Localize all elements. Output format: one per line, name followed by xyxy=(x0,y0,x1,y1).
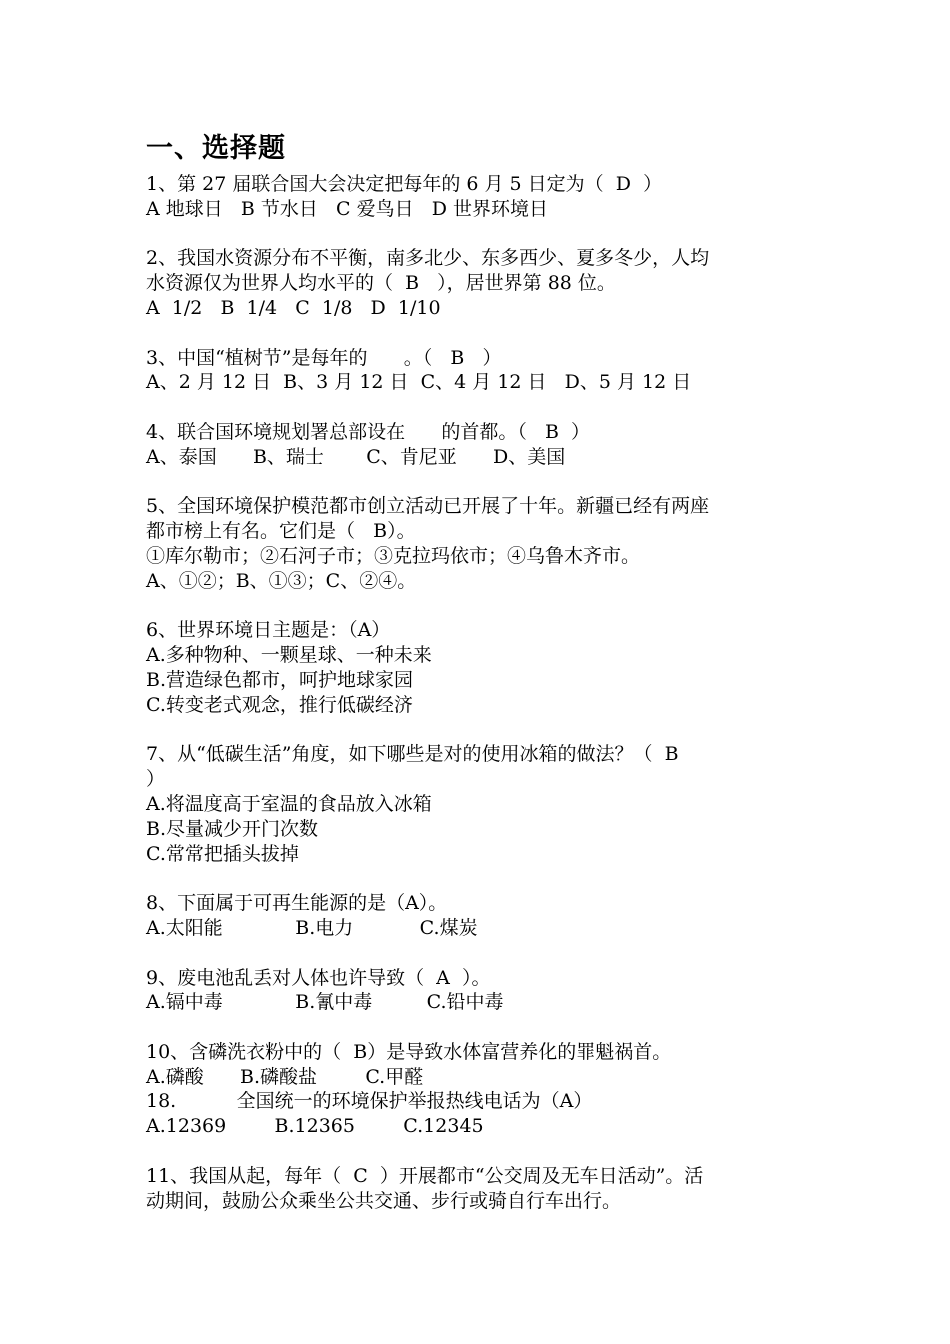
text-line: B.营造绿色都市，呵护地球家园 xyxy=(146,668,414,691)
text-line: A、2 月 12 日 B、3 月 12 日 C、4 月 12 日 D、5 月 12 日 xyxy=(146,371,692,394)
text-line: A.将温度高于室温的食品放入冰箱 xyxy=(146,792,432,815)
text-line: 3、中国“植树节”是每年的 。（ B ） xyxy=(146,346,502,369)
text-line: 8、下面属于可再生能源的是（A）。 xyxy=(146,892,448,915)
text-line: A 地球日 B 节水日 C 爱鸟日 D 世界环境日 xyxy=(146,197,548,220)
text-line: 11、我国从起，每年（ C ）开展都市“公交周及无车日活动”。活 xyxy=(146,1164,704,1187)
text-line: A.镉中毒 B.氰中毒 C.铅中毒 xyxy=(146,991,504,1014)
text-line: 动期间，鼓励公众乘坐公共交通、步行或骑自行车出行。 xyxy=(146,1189,622,1212)
blank-line xyxy=(146,321,826,346)
question-list xyxy=(146,172,826,1213)
blank-line xyxy=(146,1015,826,1040)
text-line: A.磷酸 B.磷酸盐 C.甲醛 xyxy=(146,1065,424,1088)
text-line: 6、世界环境日主题是：（A） xyxy=(146,619,391,642)
text-line: B.尽量减少开门次数 xyxy=(146,817,319,840)
text-line: A、①②；B、①③；C、②④。 xyxy=(146,569,417,592)
blank-line xyxy=(146,470,826,495)
text-line: 都市榜上有名。它们是（ B）。 xyxy=(146,520,416,543)
blank-line xyxy=(146,222,826,247)
text-line: ①库尔勒市；②石河子市；③克拉玛依市；④乌鲁木齐市。 xyxy=(146,544,641,567)
text-line: 18. 全国统一的环境保护举报热线电话为（A） xyxy=(146,1090,593,1113)
text-line: C.常常把插头拔掉 xyxy=(146,842,299,865)
blank-line xyxy=(146,594,826,619)
text-line: 水资源仅为世界人均水平的（ B ），居世界第 88 位。 xyxy=(146,272,616,295)
text-line: 2、我国水资源分布不平衡，南多北少、东多西少、夏多冬少，人均 xyxy=(146,247,710,270)
blank-line xyxy=(146,718,826,743)
document-page xyxy=(146,128,826,1213)
blank-line xyxy=(146,395,826,420)
text-line: 7、从“低碳生活”角度，如下哪些是对的使用冰箱的做法？（ B xyxy=(146,743,679,766)
text-line: A 1/2 B 1/4 C 1/8 D 1/10 xyxy=(146,296,441,319)
blank-line xyxy=(146,1139,826,1164)
text-line: 5、全国环境保护模范都市创立活动已开展了十年。新疆已经有两座 xyxy=(146,495,710,518)
text-line: 10、含磷洗衣粉中的（ B）是导致水体富营养化的罪魁祸首。 xyxy=(146,1040,672,1063)
text-line: 9、废电池乱丢对人体也许导致（ A ）。 xyxy=(146,966,491,989)
text-line: C.转变老式观念，推行低碳经济 xyxy=(146,693,413,716)
section-title: 一、选择题 xyxy=(146,133,286,164)
text-line: ） xyxy=(146,768,166,791)
blank-line xyxy=(146,866,826,891)
blank-line xyxy=(146,941,826,966)
text-line: 1、第 27 届联合国大会决定把每年的 6 月 5 日定为（ D ） xyxy=(146,173,663,195)
text-line: A.多种物种、一颗星球、一种未来 xyxy=(146,644,432,667)
text-line: A.太阳能 B.电力 C.煤炭 xyxy=(146,916,478,939)
text-line: 4、联合国环境规划署总部设在 的首都。（ B ） xyxy=(146,420,590,443)
text-line: A.12369 B.12365 C.12345 xyxy=(146,1115,484,1138)
text-line: A、泰国 B、瑞士 C、肯尼亚 D、美国 xyxy=(146,445,566,468)
